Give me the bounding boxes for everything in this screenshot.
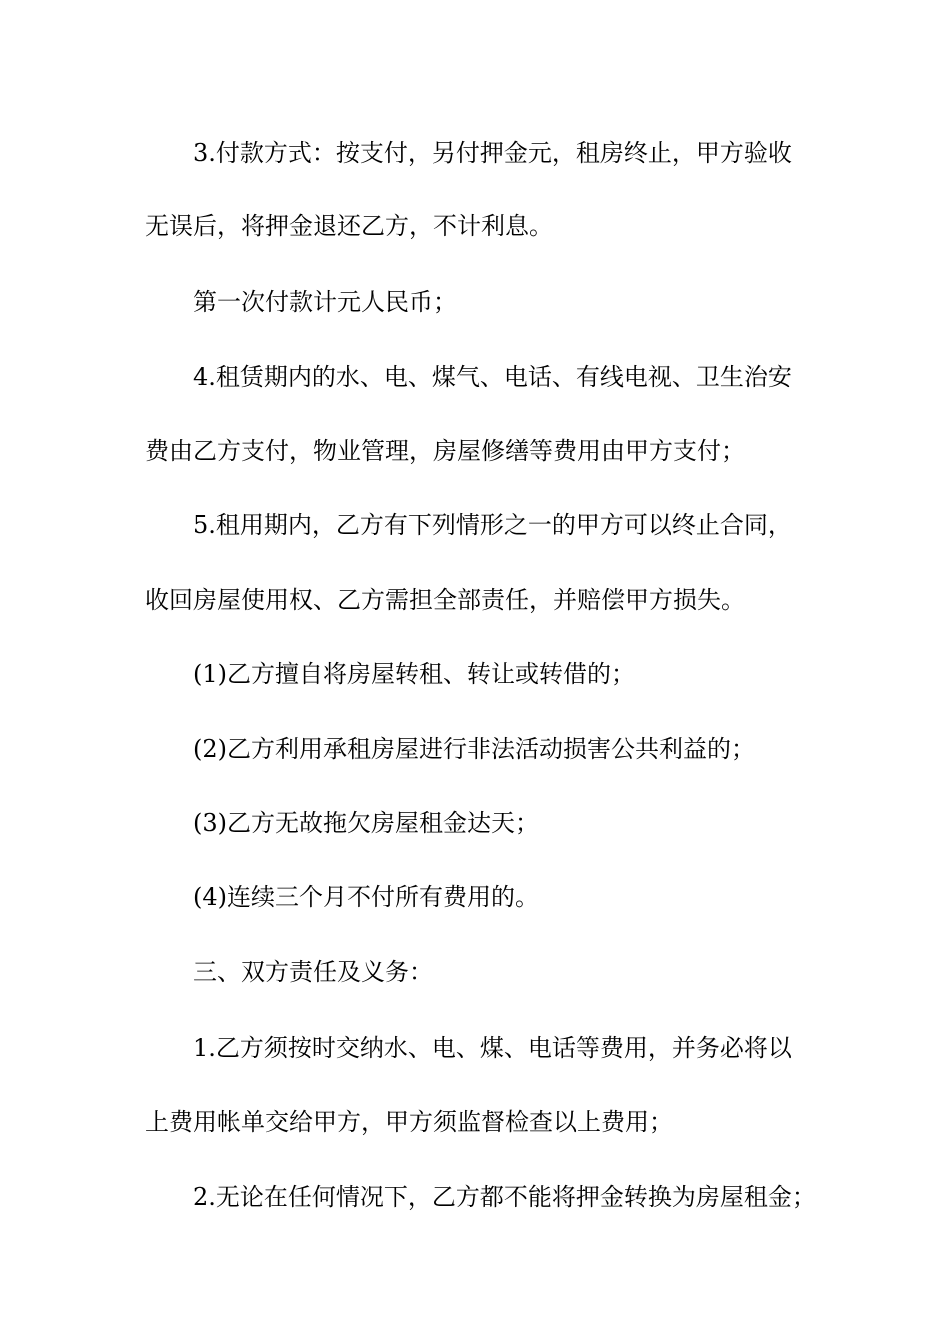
- section-heading-responsibilities: 三、双方责任及义务：: [193, 958, 433, 986]
- text-line-obligation-1: 1.乙方须按时交纳水、电、煤、电话等费用，并务必将以: [193, 1034, 792, 1062]
- text-line-fee-responsibility: 费由乙方支付，物业管理，房屋修缮等费用由甲方支付；: [145, 437, 745, 465]
- text-line-compensation: 收回房屋使用权、乙方需担全部责任，并赔偿甲方损失。: [145, 586, 745, 614]
- text-line-clause-3: (3)乙方无故拖欠房屋租金达天；: [193, 809, 539, 837]
- text-line-obligation-2: 2.无论在任何情况下，乙方都不能将押金转换为房屋租金；: [193, 1183, 816, 1211]
- text-line-termination: 5.租用期内，乙方有下列情形之一的甲方可以终止合同，: [193, 511, 792, 539]
- text-line-clause-4: (4)连续三个月不付所有费用的。: [193, 883, 539, 911]
- text-line-obligation-1-cont: 上费用帐单交给甲方，甲方须监督检查以上费用；: [145, 1108, 673, 1136]
- text-line-clause-1: (1)乙方擅自将房屋转租、转让或转借的；: [193, 660, 635, 688]
- text-line-utilities: 4.租赁期内的水、电、煤气、电话、有线电视、卫生治安: [193, 363, 792, 391]
- text-line-clause-2: (2)乙方利用承租房屋进行非法活动损害公共利益的；: [193, 735, 755, 763]
- text-line-first-payment: 第一次付款计元人民币；: [193, 288, 457, 316]
- text-line-payment-method: 3.付款方式：按支付，另付押金元，租房终止，甲方验收: [193, 139, 792, 167]
- text-line-deposit-refund: 无误后，将押金退还乙方，不计利息。: [145, 212, 553, 240]
